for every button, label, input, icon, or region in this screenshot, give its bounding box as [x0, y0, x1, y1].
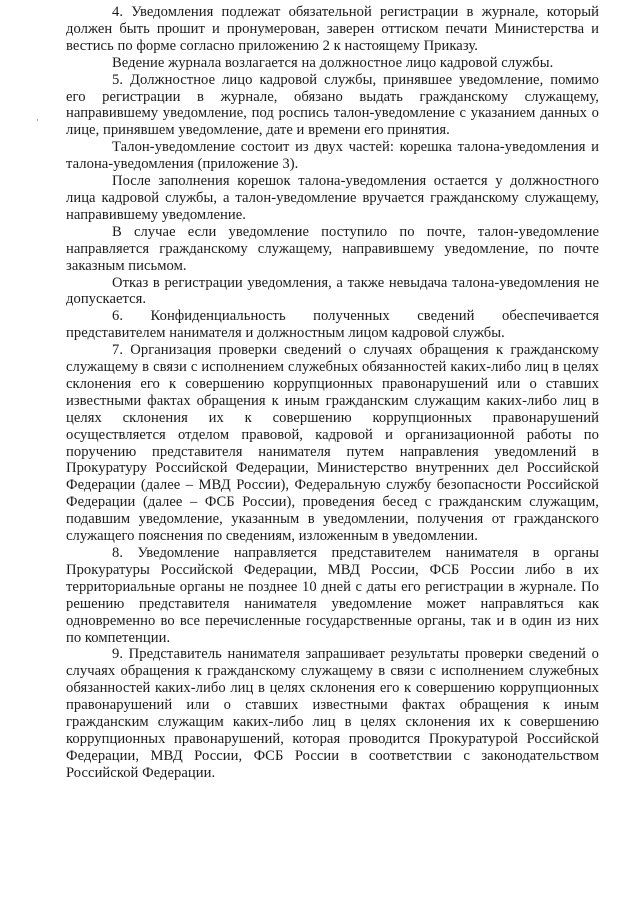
paragraph-refusal: Отказ в регистрации уведомления, а также невыдача талона-уведомления не допускается.	[66, 274, 599, 308]
paragraph-9: 9. Представитель нанимателя запрашивает результаты проверки сведений о случаях обращения к гражданскому служащему в связи с исполнением служебных обязанностей каких-либо лиц в целях склонения его к совершению коррупционных правонарушений или о ставших известными фактах обращения к иным гражданским служащим каких-либо лиц в целях склонения их к совершению коррупционных правонарушений, которая проводится Прокуратурой Российской Федерации, МВД России, ФСБ России в соответствии с законодательством Российской Федерации.	[66, 646, 599, 781]
paragraph-5: 5. Должностное лицо кадровой службы, принявшее уведомление, помимо его регистрации в журнале, обязано выдать гражданскому служащему, направившему уведомление, под роспись талон-уведомление с указанием данных о лице, принявшем уведомление, дате и времени его принятия.	[66, 71, 599, 139]
paragraph-talon-parts: Талон-уведомление состоит из двух частей: корешка талона-уведомления и талона-уведомления (приложение 3).	[66, 139, 599, 173]
paragraph-7: 7. Организация проверки сведений о случаях обращения к гражданскому служащему в связи с исполнением служебных обязанностей каких-либо лиц в целях склонения его к совершению коррупционных правонарушений или о ставших известными фактах обращения к иным гражданским служащим каких-либо лиц в целях склонения их к совершению коррупционных правонарушений осуществляется отделом правовой, кадровой и организационной работы по поручению представителя нанимателя путем направления уведомлений в Прокуратуру Российской Федерации, Министерство внутренних дел Российской Федерации (далее – МВД России), Федеральную службу безопасности Российской Федерации (далее – ФСБ России), проведения бесед с гражданским служащим, подавшим уведомление, указанным в уведомлении, получения от гражданского служащего пояснения по сведениям, изложенным в уведомлении.	[66, 342, 599, 545]
paragraph-journal-duty: Ведение журнала возлагается на должностное лицо кадровой службы.	[112, 54, 554, 71]
margin-dot: ·	[36, 116, 39, 126]
paragraph-6: 6. Конфиденциальность полученных сведений обеспечивается представителем нанимателя и должностным лицом кадровой службы.	[66, 308, 599, 342]
paragraph-4: 4. Уведомления подлежат обязательной регистрации в журнале, который должен быть прошит и пронумерован, заверен оттиском печати Министерства и вестись по форме согласно приложению 2 к настоящему Приказу.	[66, 4, 599, 54]
paragraph-8: 8. Уведомление направляется представителем нанимателя в органы Прокуратуры Российской Федерации, МВД России, ФСБ России либо в их территориальные органы не позднее 10 дней с даты его регистрации в журнале. По решению представителя нанимателя уведомление может направляться как одновременно во все перечисленные государственные органы, так и в один из них по компетенции.	[66, 545, 599, 646]
paragraph-postal: В случае если уведомление поступило по почте, талон-уведомление направляется гражданскому служащему, направившему уведомление, по почте заказным письмом.	[66, 223, 599, 274]
document-page	[66, 4, 599, 782]
paragraph-talon-handover: После заполнения корешок талона-уведомления остается у должностного лица кадровой службы, а талон-уведомление вручается гражданскому служащему, направившему уведомление.	[66, 173, 599, 223]
